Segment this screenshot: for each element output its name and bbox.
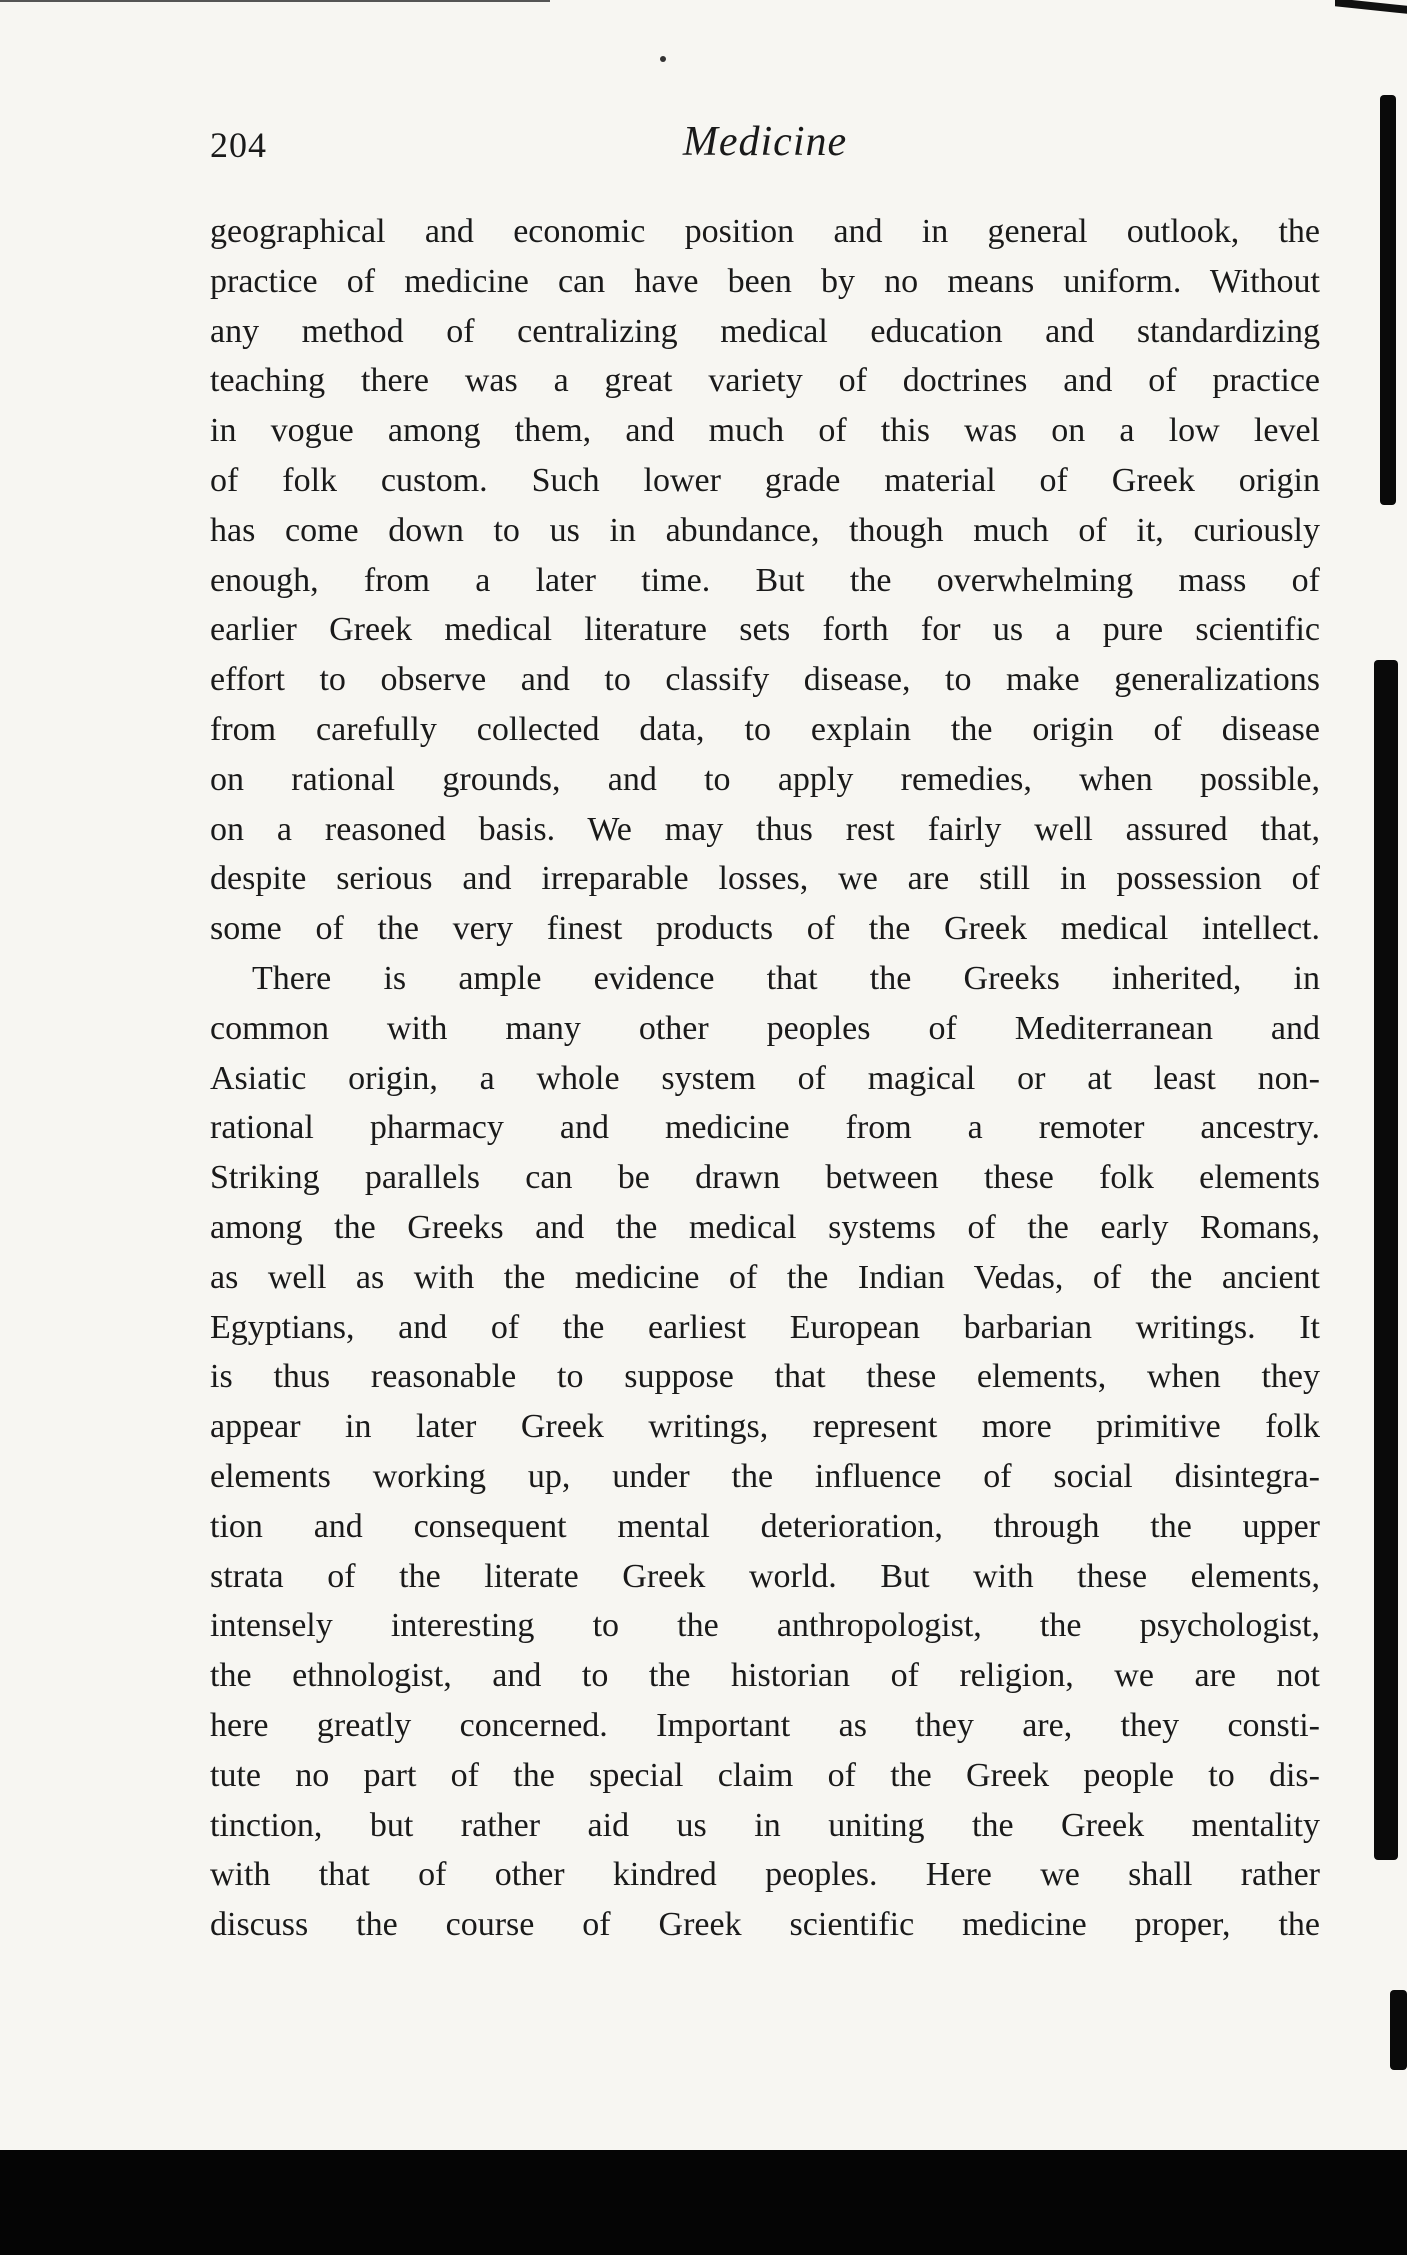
text-line: elements working up, under the influence of social disintegra- [210, 1457, 1320, 1495]
text-line: from carefully collected data, to explain the origin of disease [210, 710, 1320, 748]
scan-edge-right-upper [1380, 95, 1396, 505]
paragraph-first-line: There is ample evidence that the Greeks inherited, in [252, 959, 1320, 997]
running-head: Medicine [682, 119, 848, 165]
text-line: rational pharmacy and medicine from a remoter ancestry. [210, 1109, 1320, 1147]
text-line: teaching there was a great variety of doctrines and of practice [210, 362, 1320, 400]
text-line: any method of centralizing medical education and standardizing [210, 312, 1320, 350]
text-line: effort to observe and to classify disease, to make generalizations [210, 661, 1320, 699]
text-line: geographical and economic position and in general outlook, the [210, 213, 1320, 250]
text-line: tinction, but rather aid us in uniting the Greek mentality [210, 1806, 1320, 1844]
text-line: the ethnologist, and to the historian of religion, we are not [210, 1657, 1320, 1695]
text-line: common with many other peoples of Mediterranean and [210, 1009, 1320, 1047]
text-line: enough, from a later time. But the overwhelming mass of [210, 561, 1320, 599]
page-header [210, 118, 1320, 178]
text-line: Striking parallels can be drawn between these folk elements [210, 1159, 1320, 1197]
text-line: of folk custom. Such lower grade material of Greek origin [210, 461, 1320, 499]
body-text [210, 207, 1320, 1950]
text-line: appear in later Greek writings, represent more primitive folk [210, 1408, 1320, 1446]
scan-bottom-shadow [0, 2150, 1407, 2255]
text-line: in vogue among them, and much of this was on a low level [210, 412, 1320, 450]
scan-edge-right-middle [1374, 660, 1398, 1860]
scan-speck [660, 56, 666, 62]
text-line: has come down to us in abundance, though much of it, curiously [210, 511, 1320, 549]
text-line: tion and consequent mental deterioration, through the upper [210, 1507, 1320, 1545]
text-line: strata of the literate Greek world. But with these elements, [210, 1557, 1320, 1595]
text-line: is thus reasonable to suppose that these elements, when they [210, 1358, 1320, 1396]
text-line: intensely interesting to the anthropologist, the psychologist, [210, 1607, 1320, 1645]
page-number: 204 [210, 125, 267, 165]
text-line: Egyptians, and of the earliest European barbarian writings. It [210, 1308, 1320, 1346]
text-line: earlier Greek medical literature sets forth for us a pure scientific [210, 611, 1320, 649]
text-line: some of the very finest products of the Greek medical intellect. [210, 910, 1320, 948]
text-line: discuss the course of Greek scientific medicine proper, the [210, 1906, 1320, 1944]
text-line: tute no part of the special claim of the Greek people to dis- [210, 1756, 1320, 1794]
scan-corner-mark [1335, 0, 1407, 14]
text-line: practice of medicine can have been by no means uniform. Without [210, 262, 1320, 300]
scan-edge-right-lower [1390, 1990, 1407, 2070]
text-line: as well as with the medicine of the Indian Vedas, of the ancient [210, 1258, 1320, 1296]
scan-edge-top [0, 0, 550, 2]
text-line: on a reasoned basis. We may thus rest fairly well assured that, [210, 810, 1320, 848]
text-line: despite serious and irreparable losses, we are still in possession of [210, 860, 1320, 898]
text-line: Asiatic origin, a whole system of magical or at least non- [210, 1059, 1320, 1097]
text-line: among the Greeks and the medical systems of the early Romans, [210, 1208, 1320, 1246]
text-line: with that of other kindred peoples. Here we shall rather [210, 1856, 1320, 1894]
text-line: here greatly concerned. Important as they are, they consti- [210, 1706, 1320, 1744]
text-line: on rational grounds, and to apply remedies, when possible, [210, 760, 1320, 798]
